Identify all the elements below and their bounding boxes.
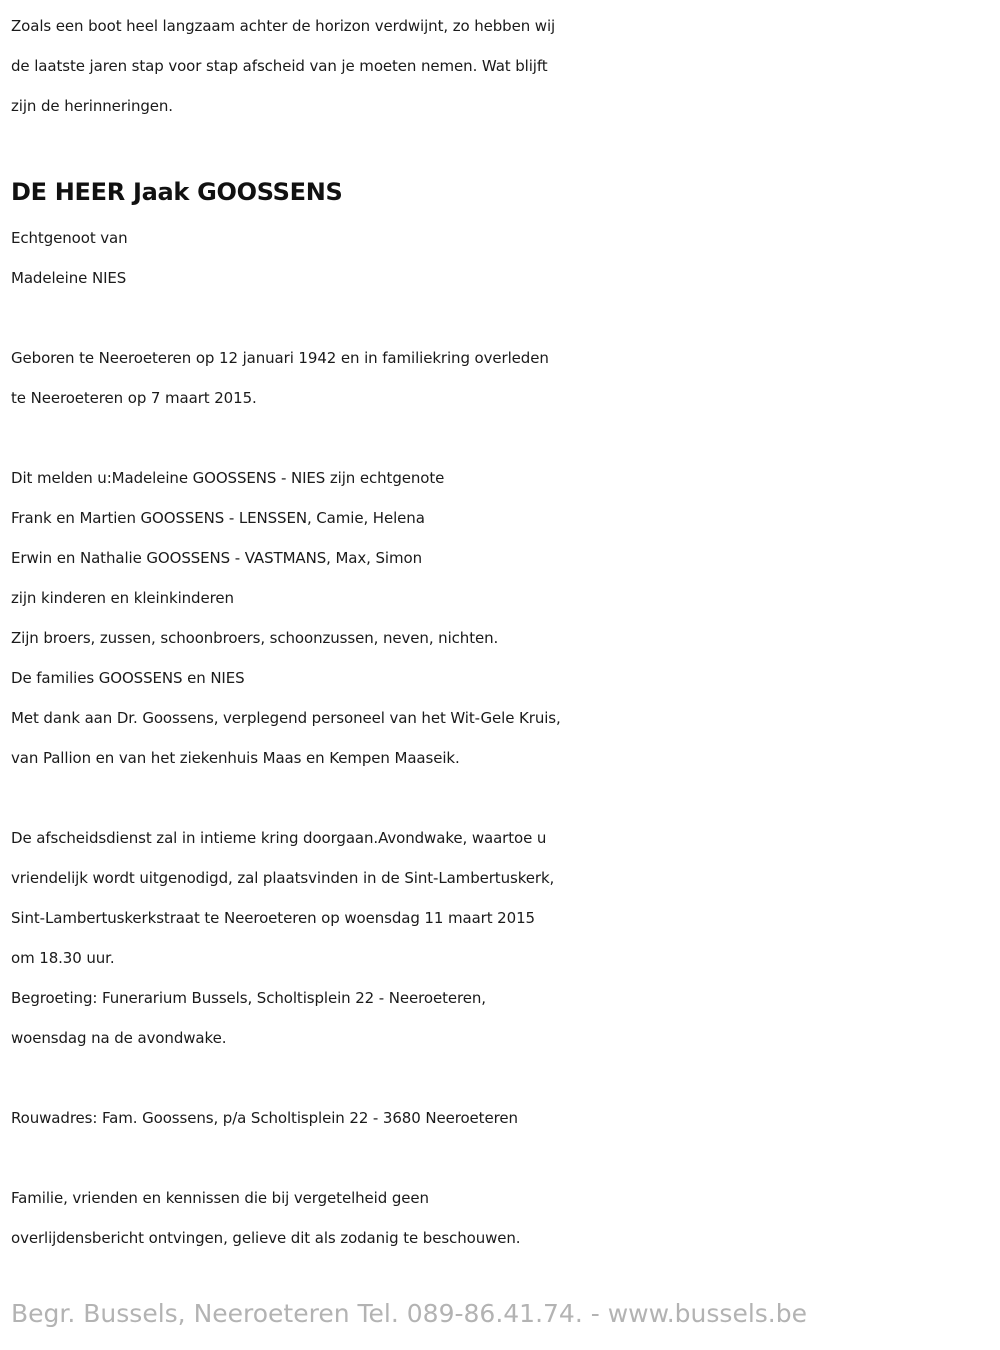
- intro-line: de laatste jaren stap voor stap afscheid van je moeten nemen. Wat blijft: [11, 57, 548, 75]
- family-paragraph: [11, 458, 996, 778]
- paragraph-spacer: [11, 418, 996, 458]
- family-line: Frank en Martien GOOSSENS - LENSSEN, Camie, Helena: [11, 509, 425, 527]
- deceased-name: DE HEER Jaak GOOSSENS: [11, 178, 343, 206]
- service-line: De afscheidsdienst zal in intieme kring doorgaan.Avondwake, waartoe u: [11, 829, 547, 847]
- family-line: zijn kinderen en kleinkinderen: [11, 589, 234, 607]
- family-line: van Pallion en van het ziekenhuis Maas en Kempen Maaseik.: [11, 749, 460, 767]
- family-line: Dit melden u:Madeleine GOOSSENS - NIES zijn echtgenote: [11, 469, 445, 487]
- mourning-address: Rouwadres: Fam. Goossens, p/a Scholtisplein 22 - 3680 Neeroeteren: [11, 1109, 518, 1127]
- paragraph-spacer: [11, 298, 996, 338]
- service-paragraph: [11, 818, 996, 1058]
- spouse-line: Echtgenoot van: [11, 229, 128, 247]
- birth-death-line: te Neeroeteren op 7 maart 2015.: [11, 389, 257, 407]
- notice-line: Familie, vrienden en kennissen die bij vergetelheid geen: [11, 1189, 429, 1207]
- birth-death-paragraph: [11, 338, 996, 418]
- family-line: Met dank aan Dr. Goossens, verplegend personeel van het Wit-Gele Kruis,: [11, 709, 561, 727]
- family-line: De families GOOSSENS en NIES: [11, 669, 245, 687]
- family-line: Zijn broers, zussen, schoonbroers, schoonzussen, neven, nichten.: [11, 629, 499, 647]
- service-line: om 18.30 uur.: [11, 949, 115, 967]
- notice-line: overlijdensbericht ontvingen, gelieve dit als zodanig te beschouwen.: [11, 1229, 521, 1247]
- birth-death-line: Geboren te Neeroeteren op 12 januari 1942 en in familiekring overleden: [11, 349, 549, 367]
- spouse-line: Madeleine NIES: [11, 269, 127, 287]
- paragraph-spacer: [11, 126, 996, 166]
- service-line: Sint-Lambertuskerkstraat te Neeroeteren op woensdag 11 maart 2015: [11, 909, 535, 927]
- service-line: Begroeting: Funerarium Bussels, Scholtisplein 22 - Neeroeteren,: [11, 989, 486, 1007]
- intro-paragraph: [11, 6, 996, 126]
- deceased-block: [11, 170, 996, 298]
- service-line: woensdag na de avondwake.: [11, 1029, 227, 1047]
- intro-line: zijn de herinneringen.: [11, 97, 173, 115]
- notice-paragraph: [11, 1178, 996, 1258]
- paragraph-spacer: [11, 778, 996, 818]
- obituary-document: [11, 6, 996, 1258]
- paragraph-spacer: [11, 1058, 996, 1098]
- funeral-home-footer: Begr. Bussels, Neeroeteren Tel. 089-86.41.74. - www.bussels.be: [11, 1299, 807, 1328]
- intro-line: Zoals een boot heel langzaam achter de horizon verdwijnt, zo hebben wij: [11, 17, 556, 35]
- address-paragraph: [11, 1098, 996, 1138]
- paragraph-spacer: [11, 1138, 996, 1178]
- service-line: vriendelijk wordt uitgenodigd, zal plaatsvinden in de Sint-Lambertuskerk,: [11, 869, 555, 887]
- family-line: Erwin en Nathalie GOOSSENS - VASTMANS, Max, Simon: [11, 549, 422, 567]
